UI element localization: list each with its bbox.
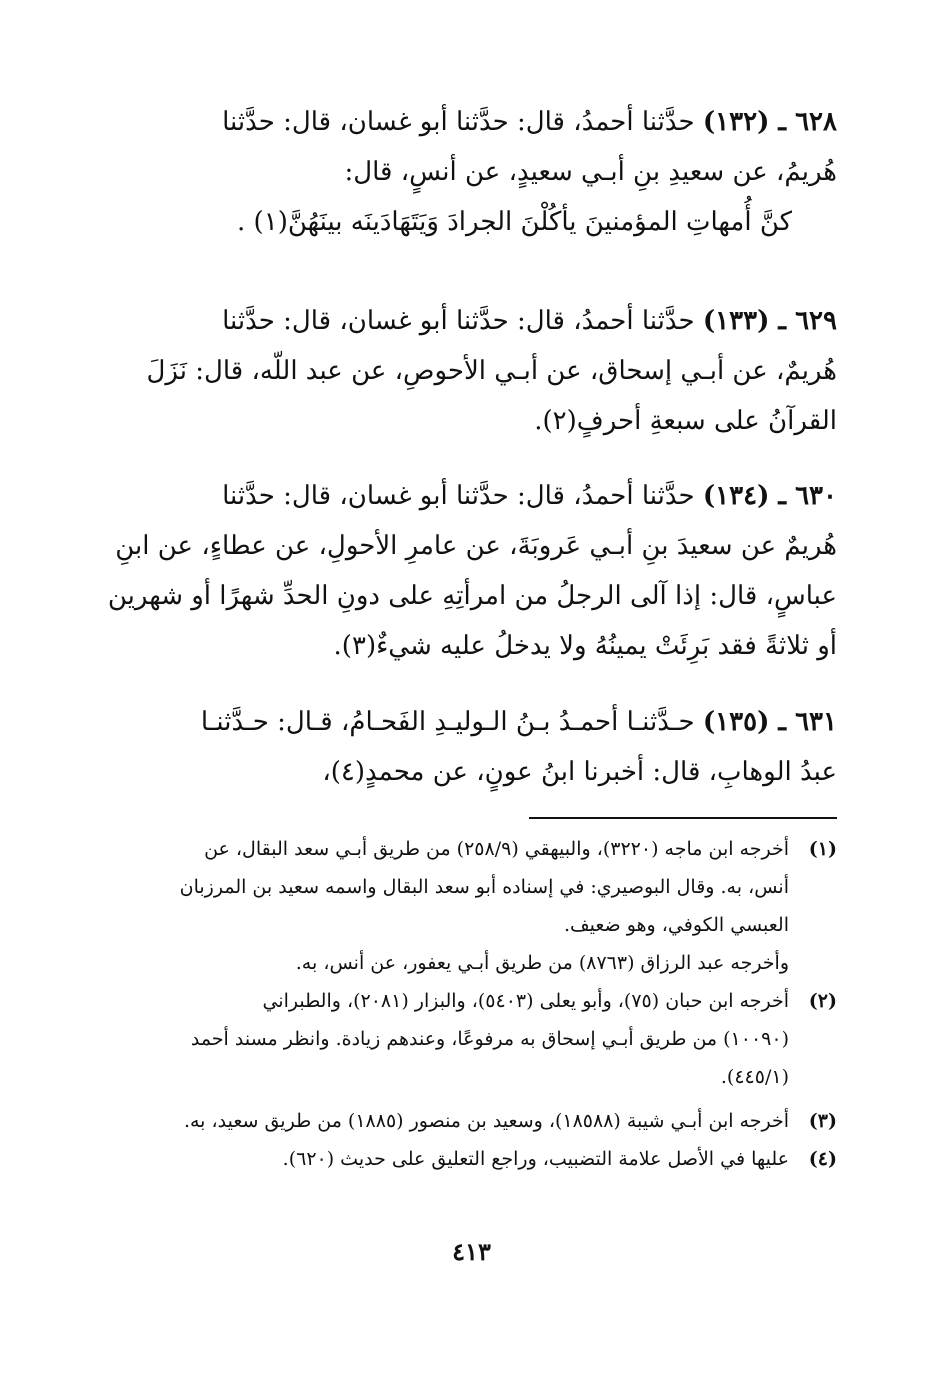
hadith-631 — [107, 697, 837, 797]
footnote-mark: (٤) — [808, 1148, 837, 1170]
footnote-1 — [107, 830, 837, 982]
footnote-separator — [529, 817, 837, 819]
footnotes — [107, 830, 837, 1178]
hadith-text: كنَّ أُمهاتِ المؤمنينَ يأكُلْنَ الجرادَ وَيَتَهَادَينَه بينَهُنَّ(١) . — [237, 207, 792, 237]
hadith-line — [107, 97, 837, 147]
footnote-text: أخرجه ابن ماجه (٣٢٢٠)، والبيهقي (٢٥٨/٩) من طريق أبـي سعد البقال، عن — [204, 838, 789, 860]
footnote-mark: (١) — [808, 838, 837, 860]
hadith-line — [107, 147, 837, 197]
hadith-630 — [107, 471, 837, 671]
footnote-2 — [107, 982, 837, 1096]
footnote-text: العبسي الكوفي، وهو ضعيف. — [563, 914, 789, 936]
hadith-text: حدَّثنا أحمدُ، قال: حدَّثنا أبو غسان، قال: حدَّثنا — [222, 306, 695, 336]
hadith-text: هُريمٌ عن سعيدَ بنِ أبـي عَروبَةَ، عن عامرِ الأحولِ، عن عطاءٍ، عن ابنِ — [115, 531, 837, 561]
hadith-line — [107, 521, 837, 571]
footnote-text: (٤٤٥/١). — [720, 1066, 789, 1088]
hadith-number: ٦٣٠ ـ (١٣٤) — [702, 481, 837, 511]
footnote-text: عليها في الأصل علامة التضبيب، وراجع التعليق على حديث (٦٢٠). — [282, 1148, 789, 1170]
footnote-text: (١٠٠٩٠) من طريق أبـي إسحاق به مرفوعًا، وعندهم زيادة. وانظر مسند أحمد — [190, 1028, 789, 1050]
page-number: ٤١٣ — [452, 1237, 491, 1266]
hadith-line — [107, 471, 837, 521]
hadith-line — [107, 396, 837, 446]
hadith-number: ٦٣١ ـ (١٣٥) — [702, 707, 837, 737]
hadith-text: عبدُ الوهابِ، قال: أخبرنا ابنُ عونٍ، عن محمدٍ(٤)، — [322, 757, 837, 787]
hadith-text: عباسٍ، قال: إذا آلى الرجلُ من امرأتِهِ على دونِ الحدِّ شهرًا أو شهرين — [107, 581, 837, 611]
hadith-quote — [107, 197, 837, 247]
hadith-number: ٦٢٩ ـ (١٣٣) — [702, 306, 837, 336]
footnote-mark: (٣) — [808, 1110, 837, 1132]
hadith-line — [107, 346, 837, 396]
hadith-line — [107, 697, 837, 747]
hadith-text: هُريمٌ، عن أبـي إسحاق، عن أبـي الأحوصِ، عن عبد اللّه، قال: نَزَلَ — [146, 356, 837, 386]
hadith-number: ٦٢٨ ـ (١٣٢) — [702, 107, 837, 137]
hadith-628 — [107, 97, 837, 247]
hadith-text: حدَّثنا أحمدُ، قال: حدَّثنا أبو غسان، قال: حدَّثنا — [222, 481, 695, 511]
footnote-text: أخرجه ابن أبـي شيبة (١٨٥٨٨)، وسعيد بن منصور (١٨٨٥) من طريق سعيد، به. — [183, 1110, 789, 1132]
hadith-text: القرآنُ على سبعةِ أحرفٍ(٢). — [534, 406, 837, 436]
hadith-629 — [107, 296, 837, 446]
footnote-text: أخرجه ابن حبان (٧٥)، وأبو يعلى (٥٤٠٣)، والبزار (٢٠٨١)، والطبراني — [262, 990, 789, 1012]
hadith-text: أو ثلاثةً فقد بَرِئَتْ يمينُهُ ولا يدخلُ عليه شيءٌ(٣). — [333, 631, 837, 661]
footnote-4 — [107, 1140, 837, 1178]
hadith-line — [107, 571, 837, 621]
hadith-line — [107, 296, 837, 346]
hadith-text: حـدَّثنـا أحمـدُ بـنُ الـوليـدِ الفَحـامُ، قـال: حـدَّثنـا — [200, 707, 695, 737]
hadith-text: هُريمُ، عن سعيدِ بنِ أبـي سعيدٍ، عن أنسٍ، قال: — [344, 157, 837, 187]
footnote-3 — [107, 1102, 837, 1140]
footnote-mark: (٢) — [808, 990, 837, 1012]
footnote-text: وأخرجه عبد الرزاق (٨٧٦٣) من طريق أبـي يعفور، عن أنس، به. — [295, 952, 789, 974]
hadith-line — [107, 747, 837, 797]
footnote-text: أنس، به. وقال البوصيري: في إسناده أبو سعد البقال واسمه سعيد بن المرزبان — [179, 876, 789, 898]
hadith-text: حدَّثنا أحمدُ، قال: حدَّثنا أبو غسان، قال: حدَّثنا — [222, 107, 695, 137]
hadith-line — [107, 621, 837, 671]
